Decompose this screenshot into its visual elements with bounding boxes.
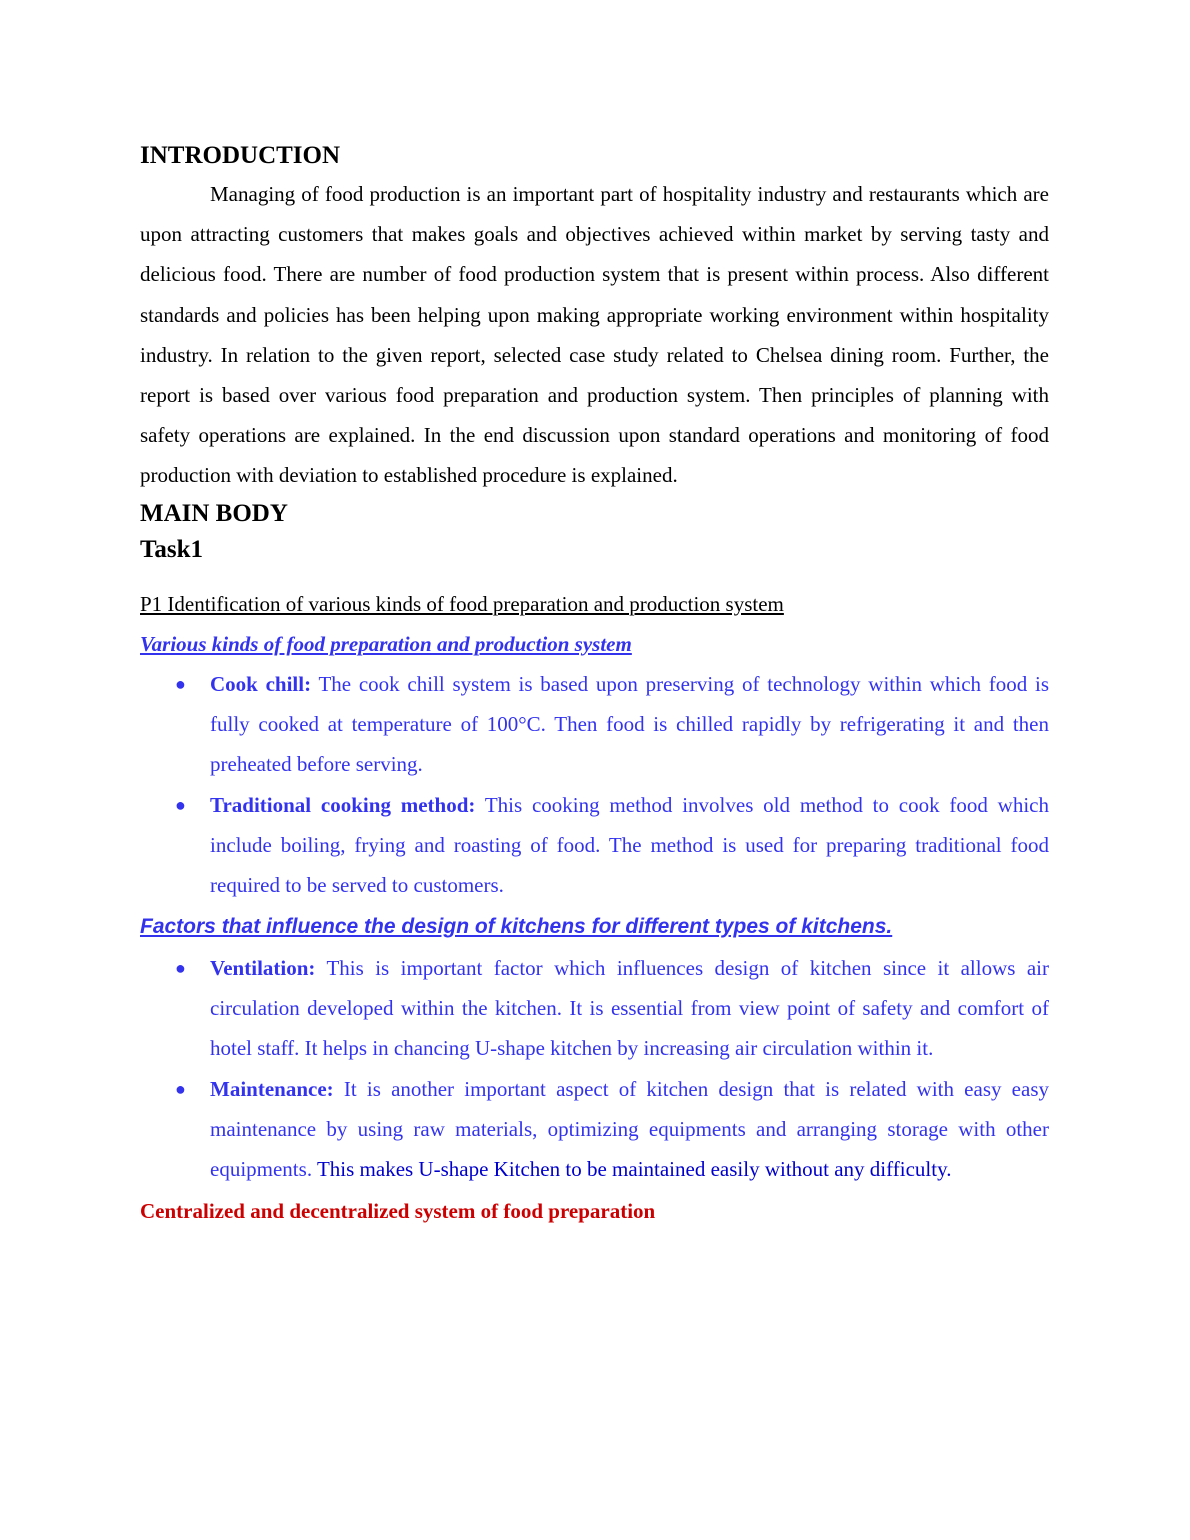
task1-heading: Task1 — [140, 535, 204, 563]
centralized-system-heading: Centralized and decentralized system of food preparation — [140, 1199, 656, 1224]
bullet-text: This is important factor which influences design of kitchen since it allows air circulation developed within the kitchen. It is essential from view point of safety and comfort of hotel staff. It helps in chancing U-shape kitchen by increasing air circulation within it. — [210, 955, 1049, 1061]
bullet-term: Traditional cooking method: — [210, 792, 476, 817]
bullet-text: It is another important aspect of kitchen design that is related with easy easy maintenance by using raw materials, optimizing equipments and arranging storage with other equipments. — [210, 1076, 1049, 1182]
list-item — [140, 785, 1049, 906]
bullet-dot-icon: ● — [175, 1078, 186, 1099]
list-item — [140, 664, 1049, 785]
introduction-heading: INTRODUCTION — [140, 142, 341, 169]
list-item — [140, 948, 1049, 1069]
bullet-dot-icon: ● — [175, 673, 186, 694]
p1-heading: P1 Identification of various kinds of food preparation and production system — [140, 591, 784, 616]
bullet-dot-icon: ● — [175, 957, 186, 978]
bullet-text-dark: This makes U-shape Kitchen to be maintained easily without any difficulty. — [312, 1157, 952, 1182]
kitchen-factors-list — [140, 948, 1049, 1190]
bullet-dot-icon: ● — [175, 794, 186, 815]
bullet-term: Maintenance: — [210, 1076, 334, 1101]
bullet-text: This cooking method involves old method to cook food which include boiling, frying and roasting of food. The method is used for preparing traditional food required to be served to customers. — [210, 792, 1049, 898]
main-body-heading: MAIN BODY — [140, 499, 288, 527]
bullet-text: The cook chill system is based upon preserving of technology within which food is fully cooked at temperature of 100°C. Then food is chilled rapidly by refrigerating it and then preheated before serving. — [210, 671, 1050, 777]
bullet-term: Ventilation: — [210, 955, 316, 980]
list-item — [140, 1069, 1049, 1190]
various-kinds-heading: Various kinds of food preparation and production system — [140, 631, 632, 656]
kitchen-design-factors-heading: Factors that influence the design of kitchens for different types of kitchens. — [140, 914, 893, 938]
introduction-paragraph: Managing of food production is an important part of hospitality industry and restaurants which are upon attracting customers that makes goals and objectives achieved within market by serving tasty and delicious food. There are number of food production system that is present within process. Also different standards and policies has been helping upon making appropriate working environment within hospitality industry. In relation to the given report, selected case study related to Chelsea dining room. Further, the report is based over various food preparation and production system. Then principles of planning with safety operations are explained. In the end discussion upon standard operations and monitoring of food production with deviation to established procedure is explained. — [140, 182, 1049, 488]
food-system-list — [140, 664, 1049, 906]
bullet-term: Cook chill: — [210, 671, 312, 696]
document-page — [140, 138, 1049, 1232]
